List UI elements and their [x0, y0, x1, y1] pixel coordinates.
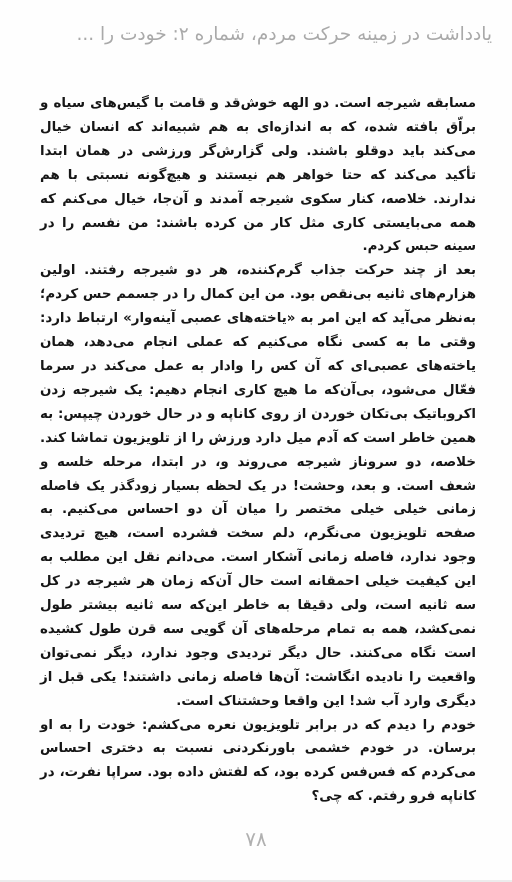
paragraph: خودم را دیدم که در برابر تلویزیون نعره می‌کشم: خودت را به او برسان. در خودم خشمی باورنکردنی نسبت به دختری احساس می‌کردم که فس‌فس کرده بود، که لفتش داده بود. سراپا نفرت، در کاناپه فرو رفتم. که چی؟ — [40, 717, 476, 805]
paragraph: بعد از چند حرکت جذاب گرم‌کننده، هر دو شیرجه رفتند. اولین هزارم‌های ثانیه بی‌نقص بود. من این کمال را در جسمم حس کردم؛ به‌نظر می‌آید که این امر به «یاخته‌های عصبی آینه‌وار» ارتباط دارد: وقتی ما به کسی نگاه می‌کنیم که عملی انجام می‌دهد، همان یاخته‌های عصبی‌ای که آن کس را وادار به عمل می‌کند در سرما فعّال می‌شود، بی‌آن‌که ما هیچ کاری انجام دهیم: یک شیرجه زدن اکروباتیک بی‌تکان خوردن از روی کاناپه و در حال خوردن چیپس: به همین خاطر است که آدم میل دارد ورزش را از تلویزیون تماشا کند. خلاصه، دو سروناز شیرجه می‌روند و، در ابتدا، مرحله خلسه و شعف است. و بعد، وحشت! در یک لحظه بسیار زودگذر یک فاصله زمانی خیلی خیلی مختصر را میان آن دو احساس می‌کنیم. به صفحه تلویزیون می‌نگرم، دلم سخت فشرده است، هیچ تردیدی وجود ندارد، فاصله زمانی آشکار است. می‌دانم نقل این مطلب به این کیفیت خیلی احمقانه است حال آن‌که زمان هر شیرجه در کل سه ثانیه است، ولی دقیقا به خاطر این‌که سه ثانیه بیشتر طول نمی‌کشد، همه به تمام مرحله‌های آن گویی سه قرن طول کشیده است نگاه می‌کنند. حال دیگر تردیدی وجود ندارد، دیگر نمی‌توان واقعیت را نادیده انگاشت: آن‌ها فاصله زمانی داشتند! یکی قبل از دیگری وارد آب شد! این واقعا وحشتناک است. — [40, 263, 476, 709]
paragraph: مسابقه شیرجه است. دو الهه خوش‌قد و قامت با گیس‌های سیاه و براّق بافته شده، که به اندازه‌ای به هم شبیه‌اند که انسان خیال می‌کند باید دوقلو باشند. ولی گزارش‌گر ورزشی در همان ابتدا تأکید می‌کند که حتا خواهر هم نیستند و هیچ‌گونه نسبتی با هم ندارند. خلاصه، کنار سکوی شیرجه آمدند و آن‌جا، خیال می‌کنم که همه می‌بایستی کاری مثل کار من کرده باشند: من نفسم را در سینه حبس کردم. — [40, 96, 476, 255]
page-number: ۷۸ — [245, 827, 267, 851]
running-header-title: یادداشت در زمینه حرکت مردم، شماره ۲: خودت را ... — [76, 24, 492, 45]
body-text — [40, 92, 476, 809]
